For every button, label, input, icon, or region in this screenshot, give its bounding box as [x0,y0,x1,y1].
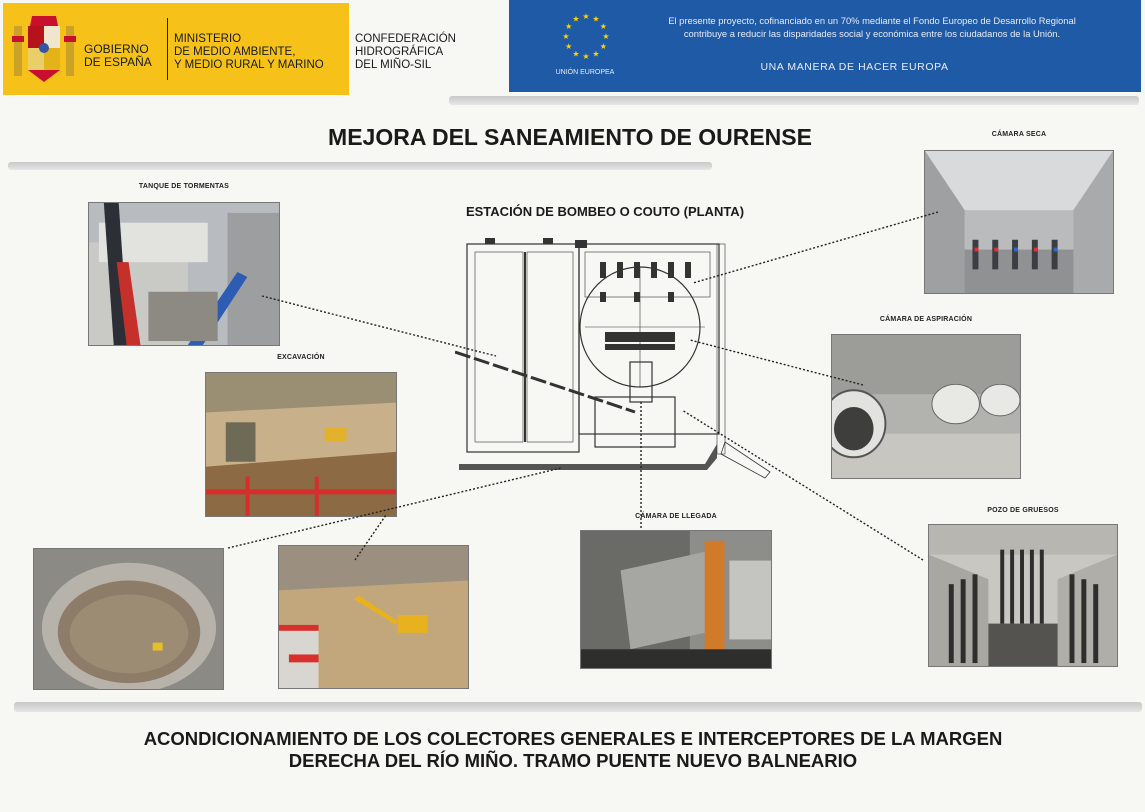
eu-star-icon: ★ [592,49,600,59]
confederacion-line-3: DEL MIÑO-SIL [355,59,432,71]
eu-star-icon: ★ [565,22,573,31]
footer-line-2: DERECHA DEL RÍO MIÑO. TRAMO PUENTE NUEVO BALNEARIO [288,750,858,771]
photo-site-works [278,545,469,689]
eu-label: UNIÓN EUROPEA [555,69,615,76]
feder-line-2: contribuye a reducir las disparidades social y económica entre los ciudadanos de la Unión. [683,28,1061,39]
eu-star-icon: ★ [602,32,610,41]
footer-rule [14,702,1142,712]
spain-coat-of-arms-icon [8,12,80,88]
feder-text [632,14,1112,40]
photo-tanque-tormentas [88,202,280,346]
eu-star-icon: ★ [592,14,600,24]
eu-star-icon: ★ [572,14,580,24]
confederacion-line-2: HIDROGRÁFICA [355,46,444,58]
caption-camara-llegada: CÁMARA DE LLEGADA [635,513,717,520]
eu-star-icon: ★ [572,49,580,59]
title-rule [8,162,712,170]
feder-slogan: UNA MANERA DE HACER EUROPA [760,61,949,73]
gobierno-text [84,43,152,69]
photo-excavacion [205,372,397,517]
footer-line-1: ACONDICIONAMIENTO DE LOS COLECTORES GENERALES E INTERCEPTORES DE LA MARGEN [143,728,1003,749]
caption-tanque-tormentas: TANQUE DE TORMENTAS [138,183,230,190]
photo-camara-aspiracion [831,334,1021,479]
header-rule [449,96,1139,105]
eu-star-icon: ★ [599,22,607,31]
ministerio-line-1: MINISTERIO [174,33,242,45]
ministerio-line-3: Y MEDIO RURAL Y MARINO [174,59,324,71]
plan-title: ESTACIÓN DE BOMBEO O COUTO (PLANTA) [465,204,745,219]
eu-flag-stars-icon [553,8,619,64]
caption-excavacion: EXCAVACIÓN [277,354,325,361]
ministerio-text [174,33,324,72]
caption-camara-seca: CÁMARA SECA [991,131,1047,138]
photo-pozo-gruesos [928,524,1118,667]
photo-camara-llegada [580,530,772,669]
eu-star-icon: ★ [599,42,607,51]
photo-shaft [33,548,224,690]
page-title: MEJORA DEL SANEAMIENTO DE OURENSE [328,124,812,150]
confederacion-line-1: CONFEDERACIÓN [355,33,456,45]
eu-star-icon: ★ [582,12,590,21]
gobierno-line-1: GOBIERNO [84,42,149,56]
pumping-station-plan [455,232,775,488]
caption-pozo-gruesos: POZO DE GRUESOS [987,507,1059,514]
eu-star-icon: ★ [582,52,590,61]
gobierno-line-2: DE ESPAÑA [84,55,152,69]
footer-text [40,728,1106,772]
caption-camara-aspiracion: CÁMARA DE ASPIRACIÓN [879,316,973,323]
ministerio-line-2: DE MEDIO AMBIENTE, [174,46,296,58]
gobierno-separator [167,18,168,80]
feder-line-1: El presente proyecto, cofinanciado en un 70% mediante el Fondo Europeo de Desarrollo Regional [668,15,1076,26]
confederacion-text [355,33,456,72]
photo-camara-seca [924,150,1114,294]
eu-star-icon: ★ [562,32,570,41]
eu-star-icon: ★ [565,42,573,51]
